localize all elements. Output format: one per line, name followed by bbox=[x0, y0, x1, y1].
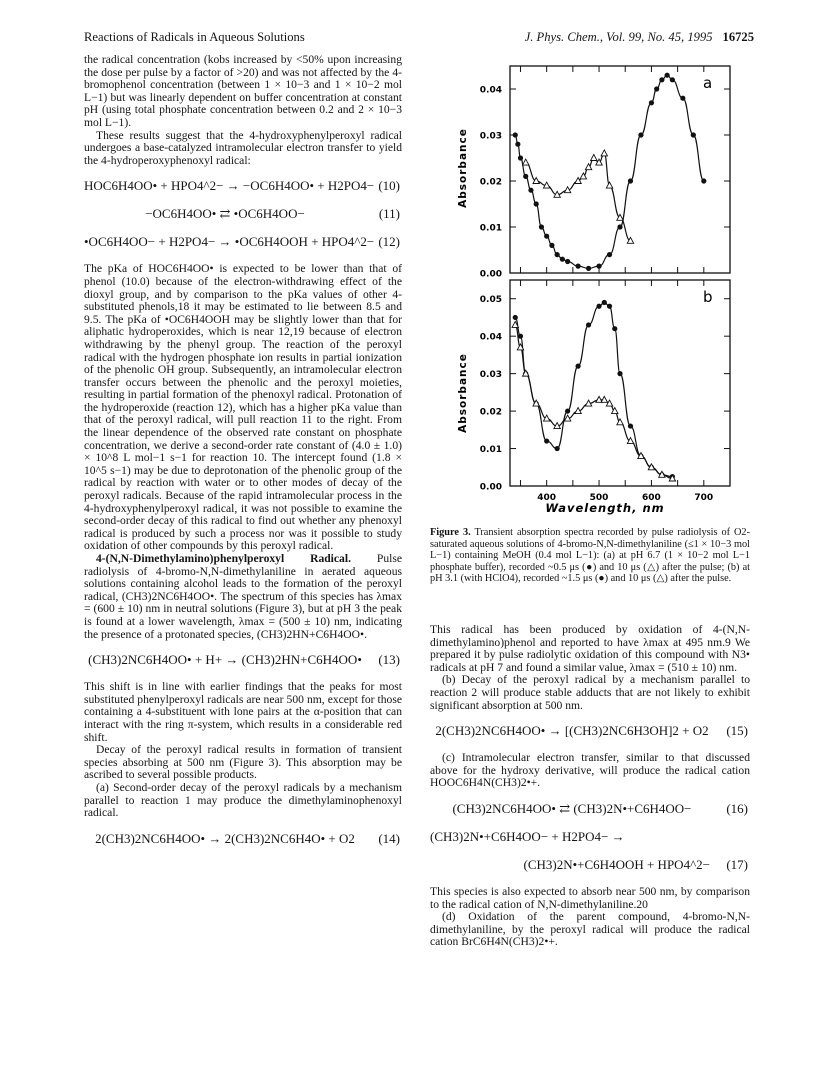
data-point-open bbox=[591, 155, 597, 161]
paragraph: This species is also expected to absorb near 500 nm, by comparison to the radical cation of N,N-dimethylaniline.20 bbox=[430, 884, 750, 911]
data-point-filled bbox=[513, 132, 518, 137]
data-point-filled bbox=[555, 446, 560, 451]
data-point-filled bbox=[544, 438, 549, 443]
figure-3 bbox=[440, 58, 750, 516]
panel-a-label: a bbox=[703, 74, 713, 92]
data-point-filled bbox=[575, 264, 580, 269]
data-point-open bbox=[606, 182, 612, 188]
paragraph: (c) Intramolecular electron transfer, similar to that discussed above for the hydroxy derivative, will produce the radical cation HOOC6H4N(CH3)2•+. bbox=[430, 751, 750, 790]
data-point-filled bbox=[628, 423, 633, 428]
y-tick-label: 0.04 bbox=[479, 332, 502, 343]
equation-12: •OC6H4OO− + H2PO4− → •OC6H4OOH + HPO4^2− (12) bbox=[84, 234, 400, 250]
panel-a bbox=[480, 66, 730, 280]
equation-17a: (CH3)2N•+C6H4OO− + H2PO4− → bbox=[430, 828, 625, 844]
x-tick-label: 400 bbox=[537, 493, 557, 503]
data-point-filled bbox=[654, 86, 659, 91]
paragraph: This radical has been produced by oxidation of 4-(N,N-dimethylamino)phenol and reported to have λmax at 495 nm.9 We prepared it by pulse radiolytic oxidation of this compound with N3• radicals at pH 7 and found a similar value, λmax = (510 ± 10) nm. bbox=[430, 623, 750, 674]
data-point-filled bbox=[565, 408, 570, 413]
equation-16: (CH3)2NC6H4OO• ⇄ (CH3)2N•+C6H4OO− (16) bbox=[452, 800, 748, 816]
data-point-filled bbox=[617, 224, 622, 229]
series-line bbox=[515, 75, 704, 268]
data-point-filled bbox=[539, 224, 544, 229]
page-number: 16725 bbox=[722, 30, 754, 44]
y-tick-label: 0.02 bbox=[479, 177, 502, 188]
section-title: 4-(N,N-Dimethylamino)phenylperoxyl Radical. bbox=[96, 552, 351, 565]
paragraph: 4-(N,N-Dimethylamino)phenylperoxyl Radical. Pulse radiolysis of 4-bromo-N,N-dimethylaniline in aerated aqueous solutions containing alcohol leads to the formation of the peroxyl radical, (CH3)2NC6H4OO•. The spectrum of this species has λmax = (600 ± 10) nm in neutral solutions (Figure 3), but at pH 3 the peak is found at a lower wavelength, λmax = (500 ± 10) nm, indicating the presence of a protonated species, (CH3)2HN+C6H4OO•. bbox=[84, 552, 402, 641]
data-point-filled bbox=[670, 77, 675, 82]
equation-13: (CH3)2NC6H4OO• + H+ → (CH3)2HN+C6H4OO• (13) bbox=[88, 652, 400, 668]
equation-15: 2(CH3)2NC6H4OO• → [(CH3)2NC6H3OH]2 + O2 (15) bbox=[435, 723, 748, 739]
data-point-filled bbox=[596, 264, 601, 269]
data-point-filled bbox=[586, 322, 591, 327]
data-point-filled bbox=[596, 304, 601, 309]
y-tick-label: 0.00 bbox=[479, 482, 502, 493]
data-point-filled bbox=[565, 259, 570, 264]
series-line bbox=[515, 302, 672, 476]
y-tick-label: 0.03 bbox=[479, 370, 502, 381]
data-point-filled bbox=[701, 178, 706, 183]
equation-11: −OC6H4OO• ⇄ •OC6H4OO− (11) bbox=[145, 206, 400, 222]
series-line bbox=[515, 325, 672, 479]
y-tick-label: 0.04 bbox=[479, 85, 502, 96]
data-point-filled bbox=[680, 96, 685, 101]
paragraph: (a) Second-order decay of the peroxyl radicals by a mechanism parallel to reaction 1 may produce the dimethylaminophenoxyl radical. bbox=[84, 780, 402, 820]
y-axis-label-a: Absorbance bbox=[457, 128, 469, 208]
panel-b bbox=[480, 280, 730, 503]
plot-frame bbox=[510, 280, 730, 486]
data-point-filled bbox=[607, 304, 612, 309]
data-point-filled bbox=[617, 371, 622, 376]
x-tick-label: 700 bbox=[694, 493, 714, 503]
data-point-filled bbox=[607, 252, 612, 257]
paragraph: (b) Decay of the peroxyl radical by a mechanism parallel to reaction 2 will produce stable adducts that are not likely to exhibit significant absorption at 500 nm. bbox=[430, 673, 750, 712]
data-point-filled bbox=[560, 257, 565, 262]
data-point-open bbox=[601, 150, 607, 156]
equation-14: 2(CH3)2NC6H4OO• → 2(CH3)2NC6H4O• + O2 (14) bbox=[95, 830, 400, 846]
y-tick-label: 0.03 bbox=[479, 131, 502, 142]
data-point-filled bbox=[602, 300, 607, 305]
data-point-filled bbox=[555, 252, 560, 257]
data-point-filled bbox=[513, 315, 518, 320]
y-axis-label-b: Absorbance bbox=[457, 353, 469, 433]
data-point-open bbox=[543, 415, 549, 421]
y-tick-label: 0.00 bbox=[479, 269, 502, 280]
paragraph: These results suggest that the 4-hydroxyphenylperoxyl radical undergoes a base-catalyzed intramolecular electron transfer to yield the 4-hydroperoxyphenoxyl radical: bbox=[84, 128, 402, 167]
equation-10: HOC6H4OO• + HPO4^2− → −OC6H4OO• + H2PO4− (10) bbox=[84, 178, 400, 194]
data-point-filled bbox=[544, 234, 549, 239]
data-point-filled bbox=[649, 100, 654, 105]
data-point-filled bbox=[638, 132, 643, 137]
data-point-open bbox=[523, 159, 529, 165]
y-tick-label: 0.01 bbox=[479, 445, 502, 456]
y-tick-label: 0.02 bbox=[479, 407, 502, 418]
data-point-filled bbox=[534, 201, 539, 206]
x-tick-label: 600 bbox=[642, 493, 661, 503]
paragraph: Decay of the peroxyl radical results in formation of transient species absorbing at 500 nm (Figure 3). This absorption may be ascribed to several possible products. bbox=[84, 743, 402, 782]
data-point-filled bbox=[612, 326, 617, 331]
right-column bbox=[430, 624, 750, 949]
paragraph: This shift is in line with earlier findings that the peaks for most substituted phenylperoxyl radicals are near 500 nm, except for those containing a 4-substituent with lone pairs at the α-position that can interact with the ring π-system, which results in a considerable red shift. bbox=[84, 680, 402, 744]
data-point-filled bbox=[586, 266, 591, 271]
panel-b-label: b bbox=[703, 288, 713, 306]
data-point-filled bbox=[659, 77, 664, 82]
y-tick-label: 0.05 bbox=[479, 295, 502, 306]
y-tick-label: 0.01 bbox=[479, 223, 502, 234]
running-header-left: Reactions of Radicals in Aqueous Solutions bbox=[84, 30, 305, 44]
data-point-filled bbox=[528, 188, 533, 193]
x-axis-label: Wavelength, nm bbox=[545, 501, 665, 515]
data-point-filled bbox=[518, 155, 523, 160]
data-point-filled bbox=[523, 174, 528, 179]
equation-17b: (CH3)2N•+C6H4OOH + HPO4^2− (17) bbox=[523, 856, 748, 872]
paragraph: The pKa of HOC6H4OO• is expected to be lower than that of phenol (10.0) because of the electron-withdrawing effect of the dioxyl group, and by comparison to the pKa values of other 4-substituted phenols,18 it may be estimated to lie between 8.5 and 9.5. The pKa of •OC6H4OOH may be slightly lower than that for aliphatic hydroperoxides, which is near 12,19 because of electron withdrawing by the phenyl group. The reaction of the peroxyl radical with the hydrogen phosphate ion results in partial ionization of the phenolic OH group. Subsequently, an intramolecular electron transfer occurs between the phenolic and the peroxyl moieties, resulting in partial formation of the phenoxyl radical. Protonation of the hydroperoxide (reaction 12), which has a higher pKa value than that of the peroxyl radical, will pull reaction 11 to the right. From the linear dependence of the observed rate constant on phosphate concentration, we derive a second-order rate constant of (4.0 ± 1.0) × 10^8 L mol−1 s−1 for reaction 10. The intercept found (1.8 × 10^5 s−1) may be due to deprotonation of the phenolic group of the radical by reaction with water or to other modes of decay of the peroxyl radicals. Because of the rapid intramolecular process in the 4-hydroxyphenylperoxyl radical, it was not possible to examine the second-order decay of this radical to find out whether any phenoxyl radical is produced by such a process nor was it possible to study oxidation of other compounds by this peroxyl radical. bbox=[84, 262, 402, 553]
data-point-filled bbox=[549, 243, 554, 248]
plot-frame bbox=[510, 66, 730, 273]
data-point-filled bbox=[515, 142, 520, 147]
data-point-filled bbox=[691, 132, 696, 137]
data-point-filled bbox=[628, 178, 633, 183]
paragraph: the radical concentration (kobs increased by <50% upon increasing the dose per pulse by a factor of >20) and was not affected by the 4-bromophenol concentration (between 1 × 10−3 and 1 × 10−2 mol L−1) but was linearly dependent on buffer concentration at constant pH (using total phosphate concentration between 0.2 and 2 × 10−3 mol L−1). bbox=[84, 53, 402, 129]
left-column bbox=[84, 54, 402, 854]
journal-citation: J. Phys. Chem., Vol. 99, No. 45, 1995 bbox=[524, 30, 713, 44]
x-tick-label: 500 bbox=[589, 493, 609, 503]
paragraph: (d) Oxidation of the parent compound, 4-bromo-N,N-dimethylaniline, by the peroxyl radical will produce the radical cation BrC6H4N(CH3)2•+. bbox=[430, 910, 750, 949]
figure-caption: Figure 3. Transient absorption spectra recorded by pulse radiolysis of O2-saturated aqueous solutions of 4-bromo-N,N-dimethylaniline (≤1 × 10−3 mol L−1) containing MeOH (0.4 mol L−1): (a) at pH 6.7 (1 × 10−2 mol L−1 phosphate buffer), recorded ~0.5 μs (●) and 10 μs (△) after the pulse; (b) at pH 3.1 (with HClO4), recorded ~1.5 μs (●) and 10 μs (△) after the pulse. bbox=[430, 527, 750, 585]
data-point-filled bbox=[575, 364, 580, 369]
running-header-right bbox=[525, 30, 754, 45]
data-point-filled bbox=[665, 73, 670, 78]
